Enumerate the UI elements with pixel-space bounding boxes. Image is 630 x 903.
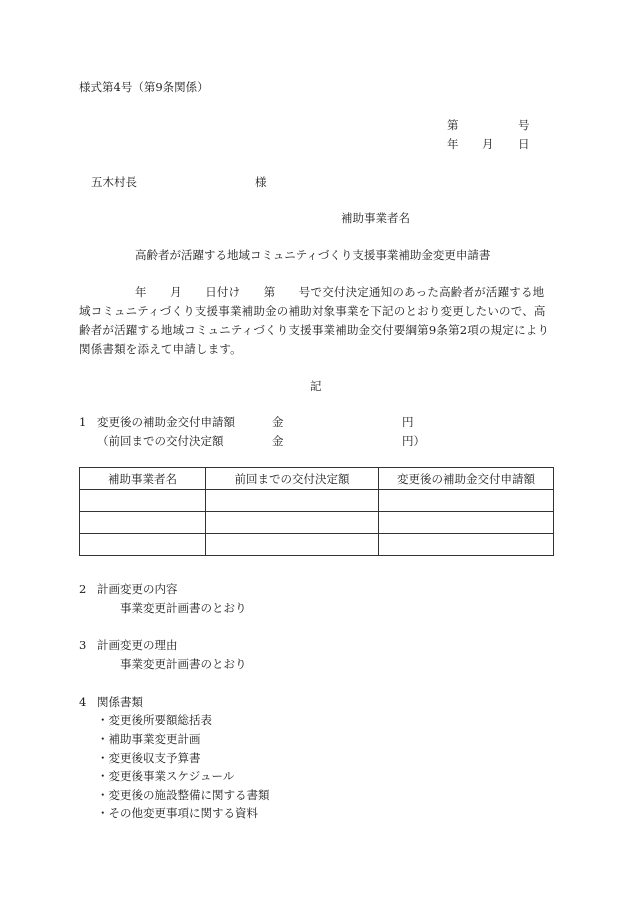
document-title: 高齢者が活躍する地域コミュニティづくり支援事業補助金変更申請書 [135,248,491,262]
table-header: 前回までの交付決定額 [206,468,379,490]
section4-label: 関係書類 [97,695,143,709]
date-day: 日 [518,137,530,151]
section1-prev-kin: 金 [272,434,284,448]
body-paragraph [79,283,559,359]
form-number: 様式第4号（第9条関係） [79,80,209,94]
body-line: 域コミュニティづくり支援事業補助金の補助対象事業を下記のとおり変更したいので、高 [79,304,546,318]
section2-number: 2 [79,582,87,596]
list-item: ・変更後事業スケジュール [97,769,235,783]
section3-number: 3 [79,638,87,652]
addressee-name: 五木村長 [91,175,137,189]
list-item: ・変更後収支予算書 [97,751,201,765]
ki-heading: 記 [310,379,322,393]
section1-prev-label: （前回までの交付決定額 [97,434,224,448]
doc-number-go: 号 [518,118,530,132]
table-cell[interactable] [206,512,379,534]
table-header: 補助事業者名 [80,468,206,490]
table-cell[interactable] [379,512,554,534]
section1-prev-yen: 円） [402,434,425,448]
table-cell[interactable] [206,534,379,556]
section3-content: 事業変更計画書のとおり [120,657,247,671]
table-cell[interactable] [379,534,554,556]
section1-kin: 金 [272,415,284,429]
section2-content: 事業変更計画書のとおり [120,601,247,615]
doc-number-dai: 第 [447,118,459,132]
section3-label: 計画変更の理由 [97,638,178,652]
application-amount-table [79,467,554,556]
body-line: 年 月 日付け 第 号で交付決定通知のあった高齢者が活躍する地 [135,285,545,299]
table-row [80,490,554,512]
list-item: ・その他変更事項に関する資料 [97,806,258,820]
table-cell[interactable] [80,534,206,556]
section2-label: 計画変更の内容 [97,582,178,596]
addressee-honorific: 様 [255,175,267,189]
list-item: ・補助事業変更計画 [97,732,201,746]
date-year: 年 [447,137,459,151]
section1-number: 1 [79,415,87,429]
section1-yen: 円 [402,415,414,429]
list-item: ・変更後所要額総括表 [97,713,212,727]
table-cell[interactable] [206,490,379,512]
table-row [80,534,554,556]
table-row [80,512,554,534]
body-line: 関係書類を添えて申請します。 [79,342,242,356]
table-cell[interactable] [80,490,206,512]
applicant-label: 補助事業者名 [341,211,410,225]
table-header: 変更後の補助金交付申請額 [379,468,554,490]
section1-label: 変更後の補助金交付申請額 [97,415,235,429]
body-line: 齢者が活躍する地域コミュニティづくり支援事業補助金交付要綱第9条第2項の規定により [79,323,550,337]
table-cell[interactable] [80,512,206,534]
list-item: ・変更後の施設整備に関する書類 [97,788,270,802]
table-header-row [80,468,554,490]
date-month: 月 [482,137,494,151]
section4-number: 4 [79,695,87,709]
table-cell[interactable] [379,490,554,512]
